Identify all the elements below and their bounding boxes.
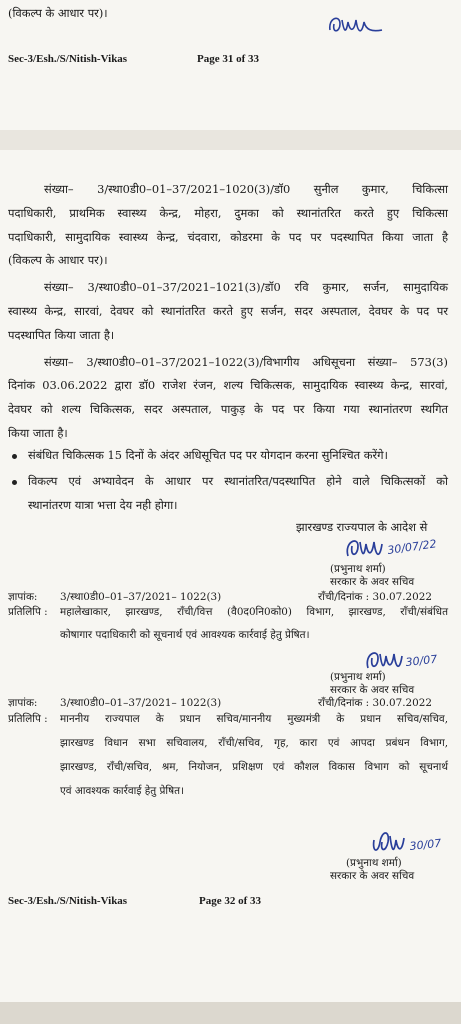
memo2-copy-label: प्रतिलिपि : [8,713,48,725]
sign2-title: सरकार के अवर सचिव [330,684,415,696]
memo1-copy-label: प्रतिलिपि : [8,606,48,618]
page-gap [0,1002,461,1024]
bullet-dot [12,480,17,485]
bullet-1: संबंधित चिकित्सक 15 दिनों के अंदर अधिसूचित पद पर योगदान करना सुनिश्चित करेंगे। [28,448,388,462]
memo2-line2: झारखण्ड विधान सभा सचिवालय, राँची/सचिव, गृह, कारा एवं आपदा प्रबंधन विभाग, [60,737,448,749]
bullet-dot [12,454,17,459]
bullet-2-line2: स्थानांतरण यात्रा भत्ता देय नही होगा। [28,498,178,512]
para3-line3: देवघर को शल्य चिकित्सक, सदर अस्पताल, पाकुड़ के पद पर किया गया स्थानांतरण स्थगित [8,402,448,416]
memo1-number: 3/स्था0डी0–01–37/2021– 1022(3) [60,591,222,603]
memo2-line1: माननीय राज्यपाल के प्रधान सचिव/माननीय मुख्यमंत्री के प्रधान सचिव/सचिव, [60,713,448,725]
para1-line4: (विकल्प के आधार पर)। [8,253,108,267]
para2-line2: स्वास्थ्य केन्द्र, सारवां, देवघर को स्थानांतरित करते हुए सर्जन, सदर अस्पताल, देवघर के पद पर [8,304,448,318]
sign3-name: (प्रभुनाथ शर्मा) [346,857,402,869]
para2-line1: संख्या– 3/स्था0डी0–01–37/2021–1021(3)/डॉ0 रवि कुमार, सर्जन, सामुदायिक [44,280,448,294]
page-32 [0,150,461,1002]
sign3-title: सरकार के अवर सचिव [330,870,415,882]
para3-line2: दिनांक 03.06.2022 द्वारा डॉ0 राजेश रंजन, शल्य चिकित्सक, सामुदायिक स्वास्थ्य केन्द्र, सारवां, [8,378,448,392]
page-31 [0,0,461,130]
memo2-date: राँची/दिनांक : 30.07.2022 [318,697,432,709]
continuation-line: (विकल्प के आधार पर)। [8,6,108,20]
memo1-line2: कोषागार पदाधिकारी को सूचनार्थ एवं आवश्यक कार्रवाई हेतु प्रेषित। [60,629,310,641]
footer-page: Page 31 of 33 [197,53,260,65]
memo1-line1: महालेखाकार, झारखण्ड, राँची/वित्त (वै0द0नि0को0) विभाग, झारखण्ड, राँची/संबंधित [60,606,448,618]
memo2-line4: एवं आवश्यक कार्रवाई हेतु प्रेषित। [60,785,184,797]
footer-ref: Sec-3/Esh./S/Nitish-Vikas [8,53,128,65]
bullet-2-line1: विकल्प एवं अभ्यावेदन के आधार पर स्थानांतरित/पदस्थापित होने वाले चिकित्सकों को [28,474,448,488]
signature-3-date: 30/07 [408,836,442,853]
memo1-label: ज्ञापांक: [8,591,38,603]
footer-page: Page 32 of 33 [199,895,262,907]
sign2-name: (प्रभुनाथ शर्मा) [330,671,386,683]
signature-initials [326,8,386,42]
memo2-label: ज्ञापांक: [8,697,38,709]
footer-ref: Sec-3/Esh./S/Nitish-Vikas [8,895,128,907]
memo2-line3: झारखण्ड, राँची/सचिव, श्रम, नियोजन, प्रशिक्षण एवं कौशल विकास विभाग को सूचनार्थ [60,761,448,773]
para2-line3: पदस्थापित किया जाता है। [8,328,115,342]
memo1-date: राँची/दिनांक : 30.07.2022 [318,591,432,603]
para1-line3: पदाधिकारी, सामुदायिक स्वास्थ्य केन्द्र, चंदवारा, कोडरमा के पद पर पदस्थापित किया जाता है [8,230,448,244]
signature-2-date: 30/07 [404,652,438,669]
para3-line4: किया जाता है। [8,426,68,440]
signature-1-date: 30/07/22 [386,537,438,557]
order-line: झारखण्ड राज्यपाल के आदेश से [296,520,428,534]
sign1-name: (प्रभुनाथ शर्मा) [330,563,386,575]
sign1-title: सरकार के अवर सचिव [330,576,415,588]
para1-line1: संख्या– 3/स्था0डी0–01–37/2021–1020(3)/डॉ0 सुनील कुमार, चिकित्सा [44,182,448,196]
para1-line2: पदाधिकारी, प्राथमिक स्वास्थ्य केन्द्र, मोहरा, दुमका को स्थानांतरित करते हुए चिकित्सा [8,206,448,220]
memo2-number: 3/स्था0डी0–01–37/2021– 1022(3) [60,697,222,709]
para3-line1: संख्या– 3/स्था0डी0–01–37/2021–1022(3)/विभागीय अधिसूचना संख्या– 573(3) [44,355,448,369]
